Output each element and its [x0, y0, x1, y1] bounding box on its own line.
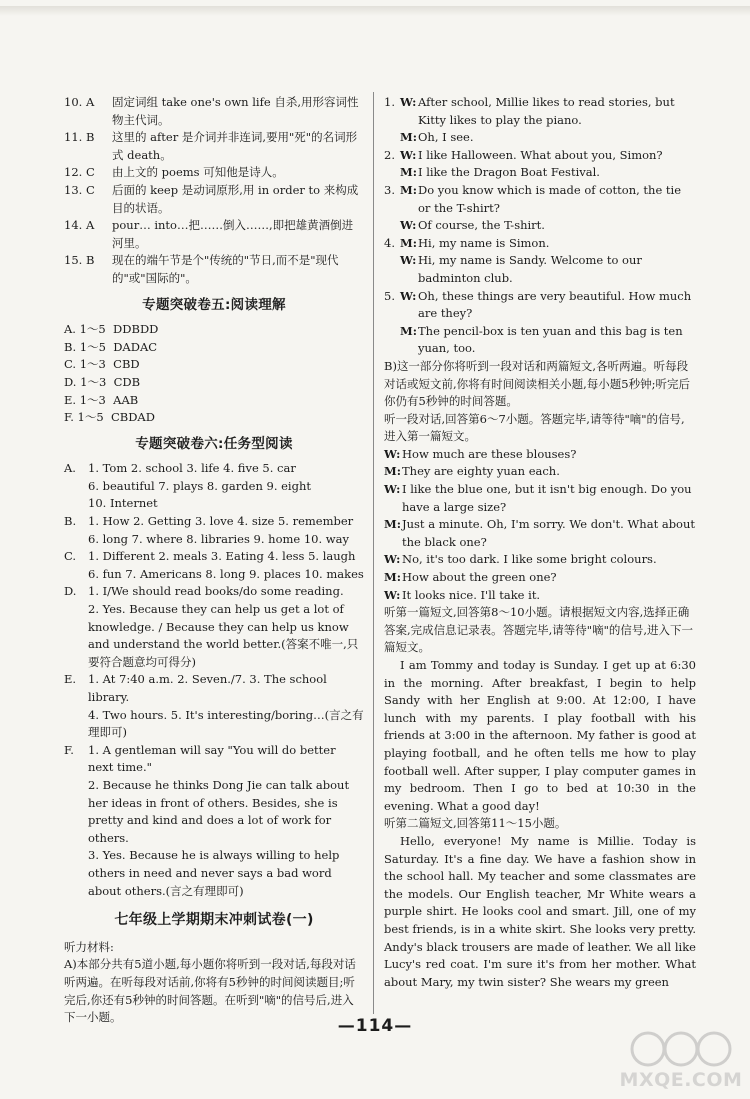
vocab-text: 现在的端午节是个"传统的"节日,而不是"现代的"或"国际的"。 — [112, 253, 339, 285]
listening-intro: A)本部分共有5道小题,每小题你将听到一段对话,每段对话听两遍。在听每段对话前,你将有5秒钟的时间阅读题目;听完后,你还有5秒钟的时间答题。在听到"嘀"的信号后,进入下一小题。 — [64, 957, 356, 1025]
answer-group-body — [88, 671, 364, 741]
answer-group-letter: C. — [64, 549, 77, 564]
dialogue-number — [384, 323, 400, 358]
answer-line: B. 1～5 DADAC — [64, 339, 158, 354]
vocab-text: pour… into…把……倒入……,即把雄黄酒倒进河里。 — [112, 218, 354, 250]
speaker-label: W: — [384, 446, 401, 461]
speaker-label: W: — [400, 95, 417, 109]
answer-line: D. 1～3 CDB — [64, 374, 141, 389]
answer-group-body — [88, 742, 364, 900]
answer-group — [64, 548, 364, 583]
answer-line: A. 1～5 DDBDD — [64, 322, 159, 337]
site-watermark — [618, 1029, 744, 1091]
dialogue-line — [384, 551, 696, 569]
dialogue-line — [384, 288, 696, 323]
answer-group — [64, 742, 364, 900]
answer-group-letter: A. — [64, 461, 76, 476]
dialogue-number — [384, 164, 400, 182]
vocab-explanations — [64, 94, 364, 288]
dialogue-text: After school, Millie likes to read stories, but Kitty likes to play the piano. — [418, 95, 675, 127]
dialogue-text: No, it's too dark. I like some bright colours. — [402, 552, 657, 567]
answer-line: 10. Internet — [88, 496, 158, 511]
dialogue-line — [384, 516, 696, 551]
dialog-6-7 — [384, 446, 696, 604]
dialogue-text: Just a minute. Oh, I'm sorry. We don't. What about the black one? — [402, 517, 696, 549]
passage2-intro: 听第二篇短文,回答第11～15小题。 — [384, 816, 567, 831]
vocab-number: 15. B — [64, 253, 95, 268]
speaker-label: M: — [400, 182, 417, 197]
dialogue-text: I like the Dragon Boat Festival. — [418, 165, 600, 180]
part-a-dialogues — [384, 94, 696, 358]
dialogue-line — [384, 129, 696, 147]
vocab-text: 后面的 keep 是动词原形,用 in order to 来构成目的状语。 — [112, 182, 359, 215]
dialogue-text: Oh, I see. — [418, 130, 474, 145]
vocab-number: 10. A — [64, 95, 95, 109]
vocab-item — [64, 164, 364, 182]
right-column — [384, 94, 696, 991]
dialogue-text: How much are these blouses? — [402, 446, 577, 461]
dialogue-line — [384, 235, 696, 253]
speaker-label: M: — [384, 464, 401, 479]
vocab-item — [64, 217, 364, 252]
vocab-text: 这里的 after 是介词并非连词,要用"死"的名词形式 death。 — [112, 130, 358, 162]
section6-title: 专题突破卷六:任务型阅读 — [135, 435, 293, 452]
speaker-label: M: — [400, 165, 417, 180]
dialogue-line — [384, 587, 696, 605]
listening-label: 听力材料: — [64, 939, 114, 954]
dialogue-line — [384, 164, 696, 182]
vocab-number: 12. C — [64, 165, 95, 180]
dialogue-number: 2. — [384, 147, 395, 162]
answer-line: E. 1～3 AAB — [64, 392, 139, 407]
vocab-item — [64, 94, 364, 129]
dialogue-text: It looks nice. I'll take it. — [402, 587, 541, 602]
section6-answers — [64, 460, 364, 900]
answer-group — [64, 671, 364, 741]
answer-line: 6. long 7. where 8. libraries 9. home 10. way — [88, 531, 349, 546]
dialogue-text: I like Halloween. What about you, Simon? — [418, 147, 663, 162]
dialogue-number: 4. — [384, 235, 395, 250]
answer-group — [64, 460, 364, 513]
dialogue-line — [384, 323, 696, 358]
answer-line: 1. At 7:40 a.m. 2. Seven./7. 3. The school library. — [88, 672, 327, 704]
dialogue-text: Oh, these things are very beautiful. How much are they? — [418, 288, 692, 321]
answer-group-letter: B. — [64, 514, 77, 529]
dialogue-text: How about the green one? — [402, 570, 557, 585]
vocab-number: 11. B — [64, 130, 95, 145]
dialogue-number: 5. — [384, 288, 395, 303]
answer-group-body — [88, 548, 364, 583]
dialogue-text: Hi, my name is Simon. — [418, 235, 550, 250]
dialogue-text: Hi, my name is Sandy. Welcome to our badminton club. — [418, 253, 642, 285]
column-divider — [373, 92, 374, 1014]
dialogue-number: 3. — [384, 182, 395, 197]
dialogue-line — [384, 217, 696, 235]
speaker-label: W: — [400, 253, 417, 268]
vocab-text: 固定词组 take one's own life 自杀,用形容词性物主代词。 — [112, 95, 359, 127]
dialogue-line — [384, 252, 696, 287]
dialog-6-7-intro: 听一段对话,回答第6～7小题。答题完毕,请等待"嘀"的信号,进入第一篇短文。 — [384, 411, 685, 444]
passage1-intro: 听第一篇短文,回答第8～10小题。请根据短文内容,选择正确答案,完成信息记录表。答题完毕,请等待"嘀"的信号,进入下一篇短文。 — [384, 605, 694, 655]
dialogue-line — [384, 569, 696, 587]
section5-title: 专题突破卷五:阅读理解 — [142, 296, 286, 313]
speaker-label: M: — [384, 570, 401, 585]
part-b-intro: B)这一部分你将听到一段对话和两篇短文,各听两遍。听每段对话或短文前,你将有时间阅读相关小题,每小题5秒钟;听完后你仍有5秒钟的时间答题。 — [384, 358, 690, 409]
answer-group-letter: F. — [64, 742, 74, 757]
vocab-text: 由上文的 poems 可知他是诗人。 — [112, 165, 284, 180]
dialogue-text: They are eighty yuan each. — [402, 464, 560, 479]
vocab-item — [64, 252, 364, 287]
dialogue-text: Do you know which is made of cotton, the tie or the T-shirt? — [418, 182, 682, 215]
watermark-text: MXQE.COM — [619, 1069, 743, 1091]
answer-line: 6. fun 7. Americans 8. long 9. places 10. makes — [88, 566, 364, 581]
answer-line: 1. A gentleman will say "You will do better next time." — [88, 742, 336, 775]
speaker-label: M: — [400, 323, 417, 338]
dialogue-line — [384, 446, 696, 464]
answer-line: 2. Yes. Because they can help us get a lot of knowledge. / Because they can help us know and understand the world better.(答案不唯一,只要符合题意均可得分) — [88, 602, 359, 669]
speaker-label: W: — [400, 147, 417, 162]
vocab-item — [64, 182, 364, 217]
dialogue-line — [384, 182, 696, 217]
answer-line: C. 1～3 CBD — [64, 357, 140, 372]
vocab-number: 13. C — [64, 182, 95, 197]
section5-answers — [64, 321, 364, 427]
dialogue-number: 1. — [384, 95, 395, 109]
dialogue-text: I like the blue one, but it isn't big enough. Do you have a large size? — [402, 482, 692, 514]
speaker-label: M: — [400, 130, 417, 145]
speaker-label: M: — [384, 517, 401, 532]
speaker-label: W: — [400, 218, 417, 233]
answer-group-body — [88, 460, 364, 513]
answer-line: F. 1～5 CBDAD — [64, 410, 155, 425]
left-column — [64, 94, 364, 1027]
answer-group-body — [88, 513, 364, 548]
dialogue-line — [384, 481, 696, 516]
dialogue-number — [384, 129, 400, 147]
answer-line: 1. Tom 2. school 3. life 4. five 5. car — [88, 461, 296, 476]
vocab-number: 14. A — [64, 218, 95, 233]
scan-edge-shadow — [0, 6, 750, 16]
vocab-item — [64, 129, 364, 164]
dialogue-number — [384, 217, 400, 235]
final-exam-title: 七年级上学期期末冲刺试卷(一) — [114, 912, 314, 929]
answer-group — [64, 583, 364, 671]
speaker-label: M: — [400, 235, 417, 250]
answer-line: 1. I/We should read books/do some reading. — [88, 584, 344, 599]
page-number: —114— — [337, 1016, 413, 1036]
answer-group-letter: E. — [64, 672, 77, 687]
passage1-text: I am Tommy and today is Sunday. I get up at 6:30 in the morning. After breakfast, I begin to help Sandy with her English at 9:00. At 12:00, I have lunch with my parents. I play football with his friends at 3:00 in the afternoon. My father is good at playing football, and he often tells me how to play football well. After supper, I play computer games in my bedroom. Then I go to bed at 10:30 in the evening. What a good day! — [384, 658, 696, 813]
answer-line: 4. Two hours. 5. It's interesting/boring…(言之有理即可) — [88, 707, 364, 740]
dialogue-text: Of course, the T-shirt. — [418, 218, 545, 233]
answer-line: 3. Yes. Because he is always willing to help others in need and never says a bad word about others.(言之有理即可) — [88, 848, 340, 898]
dialogue-text: The pencil-box is ten yuan and this bag is ten yuan, too. — [418, 323, 683, 356]
answer-line: 2. Because he thinks Dong Jie can talk about her ideas in front of others. Besides, she is pretty and kind and does a lot of work for others. — [88, 777, 350, 845]
passage2-text: Hello, everyone! My name is Millie. Today is Saturday. It's a fine day. We have a fashion show in the school hall. My teacher and some classmates are the models. Our English teacher, Mr White wears a purple shirt. He looks cool and smart. Jill, one of my best friends, is in a white skirt. She looks very pretty. Andy's black trousers are made of leather. We all like Lucy's red coat. I'm sure it's from her mother. What about Mary, my twin sister? She wears my green — [384, 833, 696, 989]
dialogue-line — [384, 147, 696, 165]
answer-line: 1. Different 2. meals 3. Eating 4. less 5. laugh — [88, 549, 356, 564]
speaker-label: W: — [384, 482, 401, 497]
answer-line: 6. beautiful 7. plays 8. garden 9. eight — [88, 478, 312, 493]
answer-group-letter: D. — [64, 584, 77, 599]
answer-line: 1. How 2. Getting 3. love 4. size 5. remember — [88, 514, 354, 529]
dialogue-line — [384, 94, 696, 129]
answer-group — [64, 513, 364, 548]
answer-group-body — [88, 583, 364, 671]
speaker-label: W: — [384, 587, 401, 602]
dialogue-number — [384, 252, 400, 287]
speaker-label: W: — [400, 288, 417, 303]
speaker-label: W: — [384, 552, 401, 567]
dialogue-line — [384, 463, 696, 481]
watermark-logo-icon — [618, 1029, 744, 1069]
